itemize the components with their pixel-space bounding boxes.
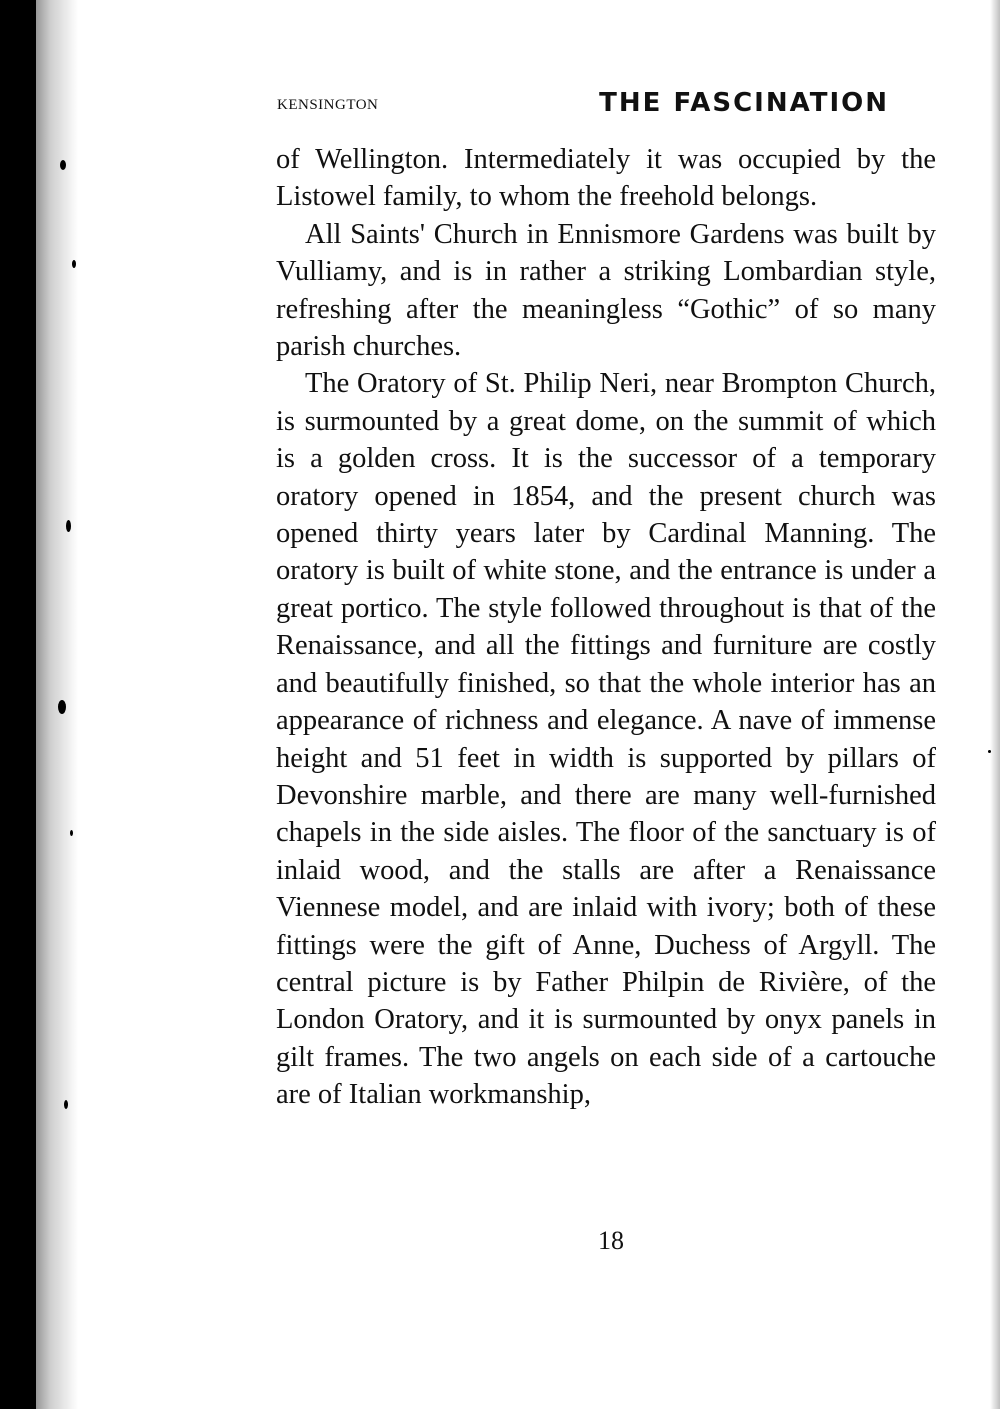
scan-speck: [60, 160, 66, 170]
page-number: 18: [598, 1226, 624, 1255]
scan-right-edge: [990, 0, 1000, 1409]
scan-speck: [64, 1100, 68, 1109]
scan-speck: [58, 700, 66, 714]
paragraph: The Oratory of St. Philip Neri, near Brompton Church, is surmounted by a great dome, on the summit of which is a golden cross. It is the successor of a temporary oratory opened in 1854, and the present church was opened thirty years later by Cardinal Manning. The oratory is built of white stone, and the entrance is under a great portico. The style followed throughout is that of the Renaissance, and all the fittings and furniture are costly and beautifully finished, so that the whole interior has an appearance of richness and elegance. A nave of immense height and 51 feet in width is supported by pillars of Devonshire marble, and there are many well-furnished chapels in the side aisles. The floor of the sanctuary is of inlaid wood, and the stalls are after a Renaissance Viennese model, and are inlaid with ivory; both of these fittings were the gift of Anne, Duchess of Argyll. The central picture is by Father Philpin de Rivière, of the London Oratory, and it is surmounted by onyx panels in gilt frames. The two angels on each side of a cartouche are of Italian workmanship,: [276, 368, 936, 1111]
running-head: [277, 88, 889, 124]
page-body: [276, 141, 936, 1114]
paragraph: All Saints' Church in Ennismore Gardens was built by Vulliamy, and is in rather a striking Lombardian style, refreshing after the meaningless “Gothic” of so many parish churches.: [276, 218, 936, 363]
paragraph: of Wellington. Intermediately it was occupied by the Listowel family, to whom the freehold belongs.: [276, 144, 936, 213]
scan-gutter-fade: [32, 0, 78, 1409]
scan-speck: [988, 750, 991, 753]
running-head-title: THE FASCINATION: [599, 88, 889, 118]
scan-gutter-shadow: [0, 0, 36, 1409]
running-head-section: KENSINGTON: [277, 97, 379, 113]
scan-speck: [66, 520, 71, 532]
scan-speck: [72, 260, 76, 268]
scan-speck: [70, 830, 73, 836]
